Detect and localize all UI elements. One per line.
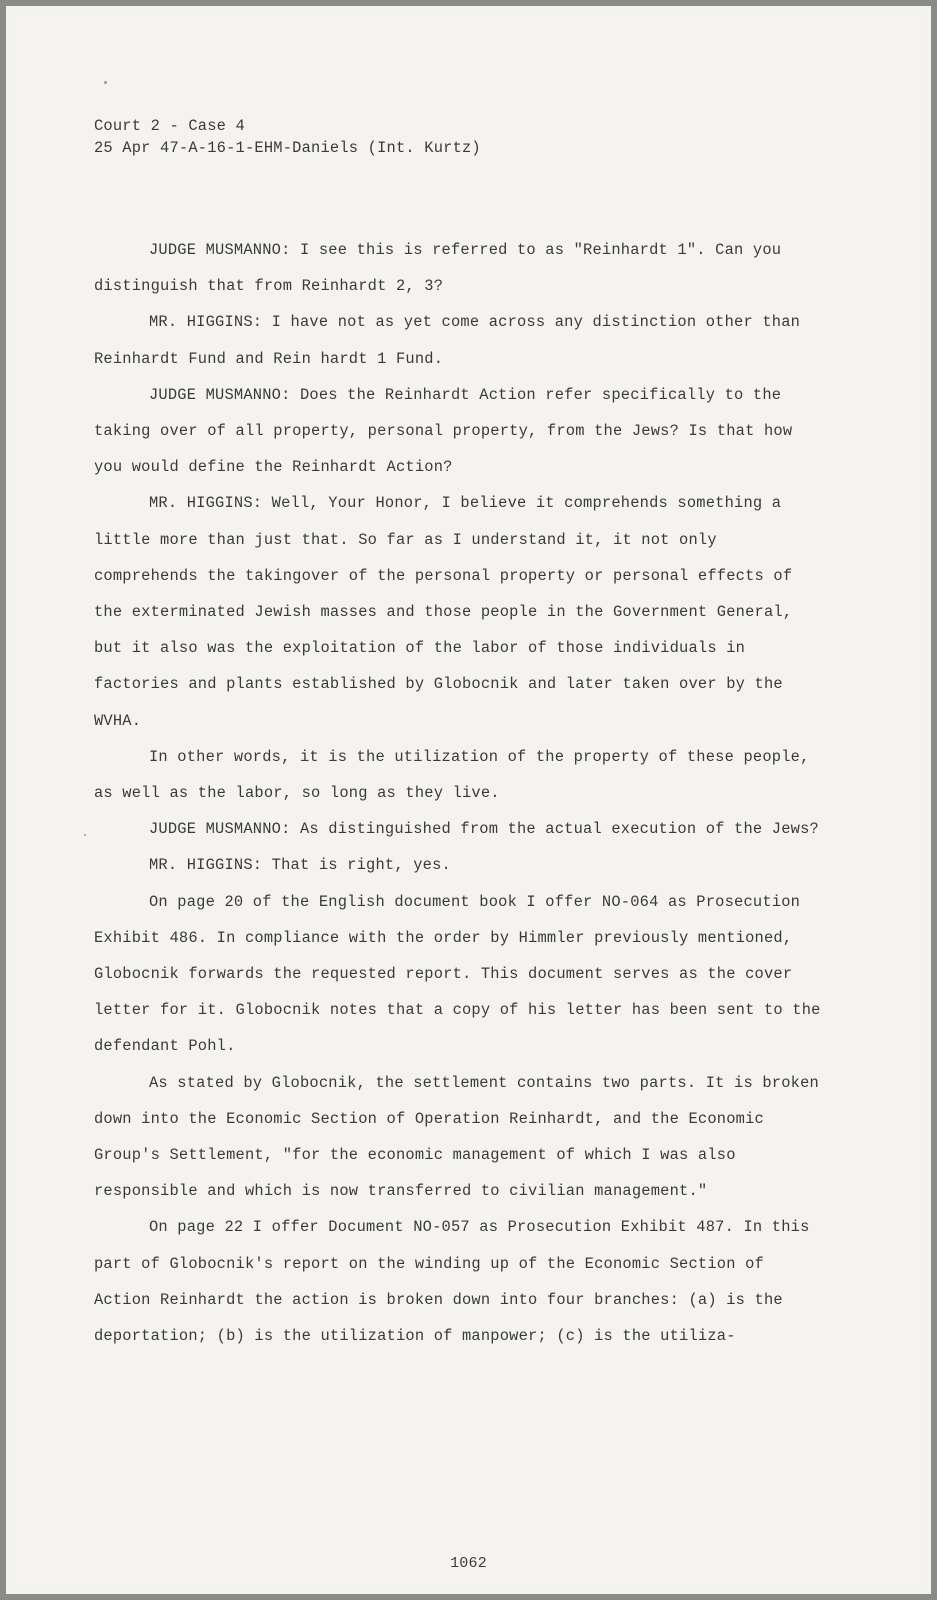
paper-speck bbox=[84, 834, 86, 836]
paragraph-3: JUDGE MUSMANNO: Does the Reinhardt Action refer specifically to the taking over of all property, personal property, from the Jews? Is that how you would define the Reinhardt Action? bbox=[94, 385, 793, 477]
paragraph-8: On page 20 of the English document book I offer NO-064 as Prosecution Exhibit 486. In compliance with the order by Himmler previously mentioned, Globocnik forwards the requested report. This document serves as the cover letter for it. Globocnik notes that a copy of his letter has been sent to the defendant Pohl. bbox=[94, 892, 821, 1056]
page-number: 1062 bbox=[450, 1555, 487, 1572]
paragraph-10: On page 22 I offer Document NO-057 as Prosecution Exhibit 487. In this part of Globocnik's report on the winding up of the Economic Section of Action Reinhardt the action is broken down into four branches: (a) is the deportation; (b) is the utilization of manpower; (c) is the utiliza- bbox=[94, 1218, 810, 1346]
paragraph-2: MR. HIGGINS: I have not as yet come across any distinction other than Reinhardt Fund and Rein hardt 1 Fund. bbox=[94, 313, 801, 368]
paragraph-4: MR. HIGGINS: Well, Your Honor, I believe it comprehends something a little more than just that. So far as I understand it, it not only comprehends the takingover of the personal property or personal effects of the exterminated Jewish masses and those people in the Government General, but it also was the exploitation of the labor of those individuals in factories and plants established by Globocnik and later taken over by the WVHA. bbox=[94, 494, 793, 730]
transcript-body bbox=[94, 232, 829, 1354]
paragraph-1: JUDGE MUSMANNO: I see this is referred to as "Reinhardt 1". Can you distinguish that from Reinhardt 2, 3? bbox=[94, 241, 782, 296]
paragraph-5: In other words, it is the utilization of the property of these people, as well as the labor, so long as they live. bbox=[94, 747, 810, 803]
header-court-case: Court 2 - Case 4 bbox=[94, 117, 245, 135]
paragraph-7: MR. HIGGINS: That is right, yes. bbox=[149, 856, 451, 875]
header-date-reference: 25 Apr 47-A-16-1-EHM-Daniels (Int. Kurtz) bbox=[94, 139, 481, 157]
paragraph-9: As stated by Globocnik, the settlement contains two parts. It is broken down into the Economic Section of Operation Reinhardt, and the Economic Group's Settlement, "for the economic management of which I was also responsible and which is now transferred to civilian management." bbox=[94, 1073, 819, 1201]
paper-speck bbox=[104, 81, 107, 84]
document-sheet bbox=[12, 12, 925, 1588]
paragraph-6: JUDGE MUSMANNO: As distinguished from the actual execution of the Jews? bbox=[149, 820, 819, 839]
document-header bbox=[94, 115, 481, 159]
